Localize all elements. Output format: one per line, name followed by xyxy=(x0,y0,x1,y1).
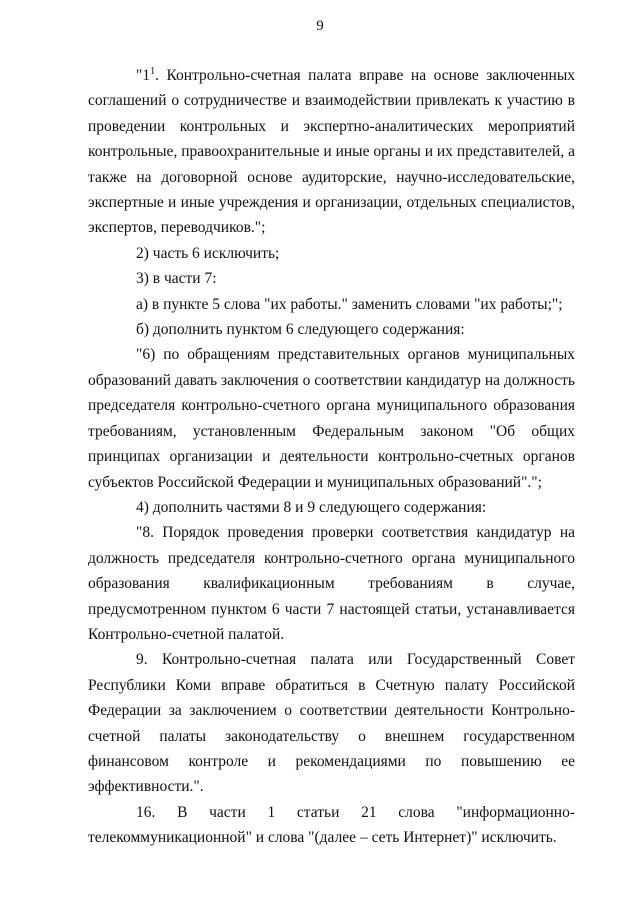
paragraph-4: а) в пункте 5 слова "их работы." заменить словами "их работы;"; xyxy=(136,295,563,313)
paragraph-5: б) дополнить пунктом 6 следующего содержания: xyxy=(136,321,465,339)
paragraph-1-superscript: 1 xyxy=(150,65,156,77)
paragraph-1-prefix: "1 xyxy=(136,67,151,84)
paragraph-3: 3) в части 7: xyxy=(136,270,217,288)
page-number: 9 xyxy=(316,18,324,34)
paragraph-10: 16. В части 1 статьи 21 слова "информационно-телекоммуникационной" и слова "(далее – сеть Интернет)" исключить. xyxy=(88,803,575,847)
paragraph-8: "8. Порядок проведения проверки соответствия кандидатур на должность председателя контрольно-счетного органа муниципального образования квалификационным требованиям в случае, предусмотренном пунктом 6 части 7 настоящей статьи, устанавливается Контрольно-счетной палатой. xyxy=(88,524,575,643)
paragraph-7: 4) дополнить частями 8 и 9 следующего содержания: xyxy=(136,498,487,516)
document-body xyxy=(88,63,575,851)
paragraph-1-text: . Контрольно-счетная палата вправе на основе заключенных соглашений о сотрудничестве и взаимодействии привлекать к участию в проведении контрольных и экспертно-аналитических мероприятий контрольные, правоохранительные и иные органы и их представителей, а также на договорной основе аудиторские, научно-исследовательские, экспертные и иные учреждения и организации, отдельных специалистов, экспертов, переводчиков."; xyxy=(88,67,575,237)
paragraph-1 xyxy=(88,63,575,241)
paragraph-9: 9. Контрольно-счетная палата или Государственный Совет Республики Коми вправе обратиться в Счетную палату Российской Федерации за заключением о соответствии деятельности Контрольно-счетной палаты законодательству о внешнем государственном финансовом контроле и рекомендациями по повышению ее эффективности.". xyxy=(88,651,575,796)
paragraph-6: "6) по обращениям представительных органов муниципальных образований давать заключения о соответствии кандидатур на должность председателя контрольно-счетного органа муниципального образования требованиям, установленным Федеральным законом "Об общих принципах организации и деятельности контрольно-счетных органов субъектов Российской Федерации и муниципальных образований"."; xyxy=(88,346,575,491)
paragraph-2: 2) часть 6 исключить; xyxy=(136,244,280,262)
